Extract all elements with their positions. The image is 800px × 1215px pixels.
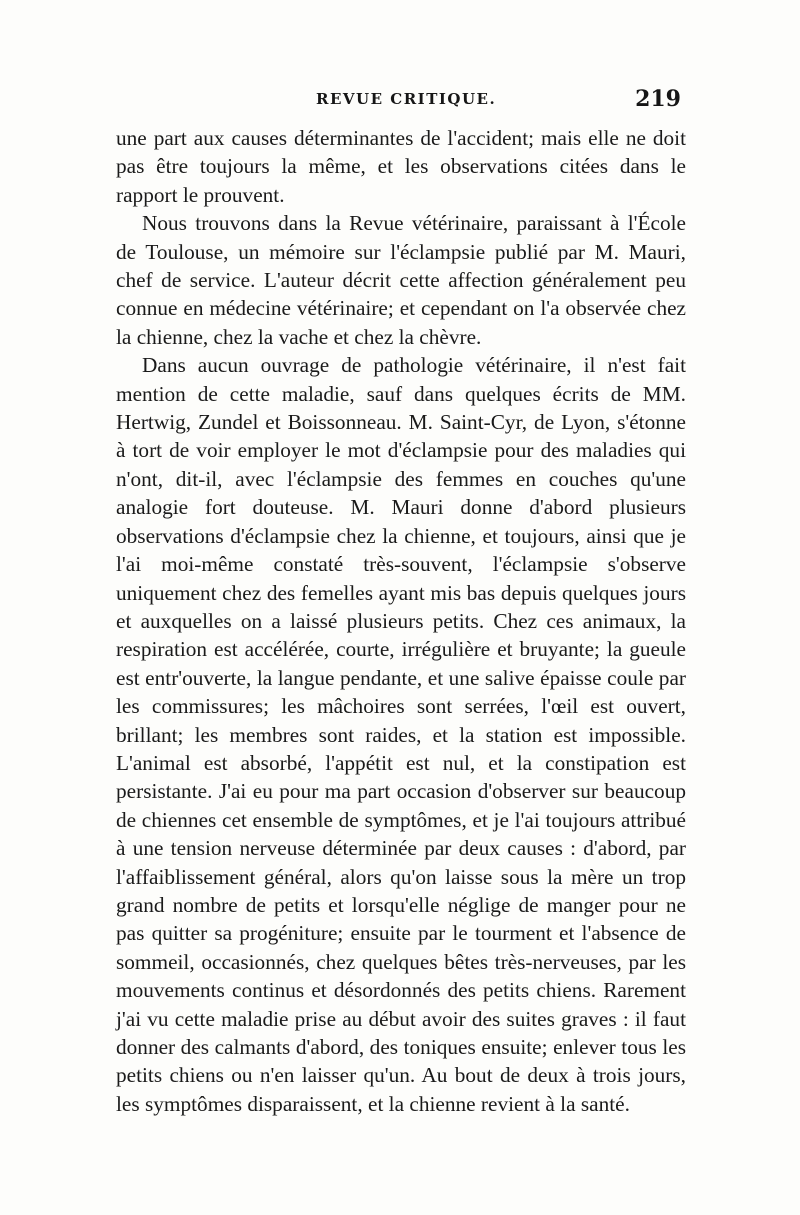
running-title: REVUE CRITIQUE. [316, 90, 497, 108]
page-number: 219 [635, 86, 681, 112]
body-text [116, 124, 686, 1118]
paragraph-1: une part aux causes déterminantes de l'accident; mais elle ne doit pas être toujours la même, et les observations citées dans le rapport le prouvent. [116, 126, 686, 207]
paragraph-2: Nous trouvons dans la Revue vétérinaire, paraissant à l'École de Toulouse, un mémoire sur l'éclampsie publié par M. Mauri, chef de service. L'auteur décrit cette affection généralement peu connue en médecine vétérinaire; et cependant on l'a observée chez la chienne, chez la vache et chez la chèvre. [116, 211, 686, 349]
running-head [116, 86, 681, 120]
paragraph-3: Dans aucun ouvrage de pathologie vétérinaire, il n'est fait mention de cette maladie, sauf dans quelques écrits de MM. Hertwig, Zundel et Boissonneau. M. Saint-Cyr, de Lyon, s'étonne à tort de voir employer le mot d'éclampsie pour des maladies qui n'ont, dit-il, avec l'éclampsie des femmes en couches qu'une analogie fort douteuse. M. Mauri donne d'abord plusieurs observations d'éclampsie chez la chienne, et toujours, ainsi que je l'ai moi-même constaté très-souvent, l'éclampsie s'observe uniquement chez des femelles ayant mis bas depuis quelques jours et auxquelles on a laissé plusieurs petits. Chez ces animaux, la respiration est accélérée, courte, irrégulière et bruyante; la gueule est entr'ouverte, la langue pendante, et une salive épaisse coule par les commissures; les mâchoires sont serrées, l'œil est ouvert, brillant; les membres sont raides, et la station est impossible. L'animal est absorbé, l'appétit est nul, et la constipation est persistante. J'ai eu pour ma part occasion d'observer sur beaucoup de chiennes cet ensemble de symptômes, et je l'ai toujours attribué à une tension nerveuse déterminée par deux causes : d'abord, par l'affaiblissement général, alors qu'on laisse sous la mère un trop grand nombre de petits et lorsqu'elle néglige de manger pour ne pas quitter sa progéniture; ensuite par le tourment et l'absence de sommeil, occasionnés, chez quelques bêtes très-nerveuses, par les mouvements continus et désordonnés des petits chiens. Rarement j'ai vu cette maladie prise au début avoir des suites graves : il faut donner des calmants d'abord, des toniques ensuite; enlever tous les petits chiens ou n'en laisser qu'un. Au bout de deux à trois jours, les symptômes disparaissent, et la chienne revient à la santé. [116, 353, 686, 1116]
